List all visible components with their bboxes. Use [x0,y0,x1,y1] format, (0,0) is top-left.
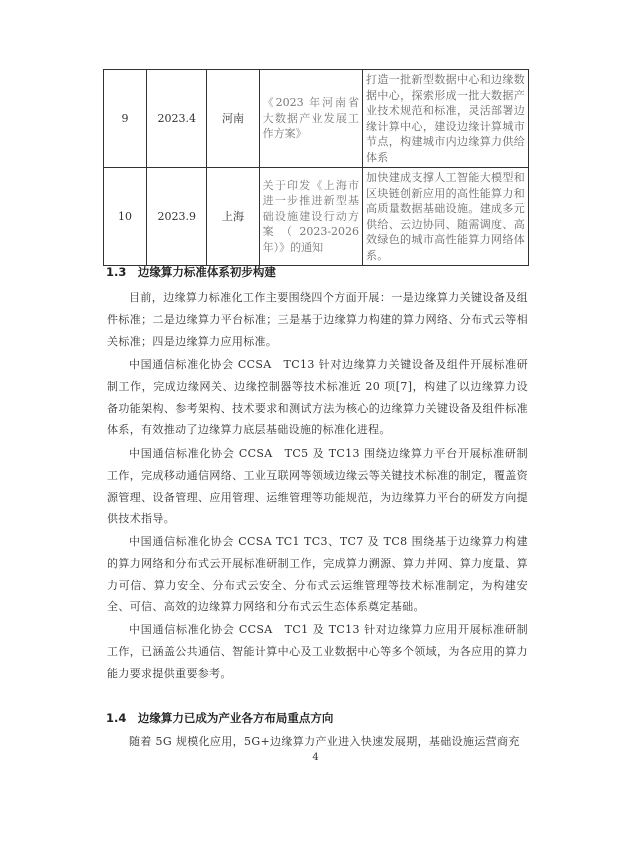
paragraph-1-3-tc1-tc13: 中国通信标准化协会 CCSA TC1 及 TC13 针对边缘算力应用开展标准研制工作，已涵盖公共通信、智能计算中心及工业数据中心等多个领域，为各应用的算力能力要求提供重要参考。 [107,623,528,680]
page-number: 4 [312,752,319,763]
row-description: 打造一批新型数据中心和边缘数据中心，探索形成一批大数据产业技术规范和标准，灵活部署边缘计算中心，建设边缘计算城市节点，构建城市内边缘算力供给体系 [363,70,529,168]
policy-table [103,69,529,266]
row-number: 9 [104,70,147,168]
row-date: 2023.9 [147,168,207,266]
paragraph-1-3-tc13: 中国通信标准化协会 CCSA TC13 针对边缘算力关键设备及组件开展标准研制工作，完成边缘网关、边缘控制器等技术标准近 20 项[7]，构建了以边缘算力设备功能架构、参考架构、技术要求和测试方法为核心的边缘算力关键设备及组件标准体系，有效推动了边缘算力底层基础设施的标准化进程。 [107,358,528,437]
row-description: 加快建成支撑人工智能大模型和区块链创新应用的高性能算力和高质量数据基础设施。建成多元供给、云边协同、随需调度、高效绿色的城市高性能算力网络体系。 [363,168,529,266]
row-province: 河南 [207,70,259,168]
row-document: 关于印发《上海市进一步推进新型基础设施建设行动方案（2023-2026年）》的通知 [259,168,362,266]
paragraph-1-3-tc1-tc3: 中国通信标准化协会 CCSA TC1 TC3、TC7 及 TC8 围绕基于边缘算力构建的算力网络和分布式云开展标准研制工作，完成算力溯源、算力并网、算力度量、算力可信、算力安全、分布式云安全、分布式云运维管理等技术标准制定，为构建安全、可信、高效的边缘算力网络和分布式云生态体系奠定基础。 [107,535,528,614]
paragraph-1-4-intro: 随着 5G 规模化应用，5G+边缘算力产业进入快速发展期，基础设施运营商充 [129,735,520,748]
row-province: 上海 [207,168,259,266]
row-document: 《2023 年河南省大数据产业发展工作方案》 [259,70,362,168]
row-date: 2023.4 [147,70,207,168]
paragraph-1-3-intro: 目前，边缘算力标准化工作主要围绕四个方面开展：一是边缘算力关键设备及组件标准；二是边缘算力平台标准；三是基于边缘算力构建的算力网络、分布式云等相关标准；四是边缘算力应用标准。 [107,291,528,348]
section-heading-1-4: 1.4 边缘算力已成为产业各方布局重点方向 [106,711,334,725]
section-heading-1-3: 1.3 边缘算力标准体系初步构建 [106,265,276,279]
row-number: 10 [104,168,147,266]
table-row [104,168,529,266]
paragraph-1-3-tc5: 中国通信标准化协会 CCSA TC5 及 TC13 围绕边缘算力平台开展标准研制工作，完成移动通信网络、工业互联网等领域边缘云等关键技术标准的制定，覆盖资源管理、设备管理、应用管理、运维管理等功能规范，为边缘算力平台的研发方向提供技术指导。 [107,447,528,526]
table-row [104,70,529,168]
